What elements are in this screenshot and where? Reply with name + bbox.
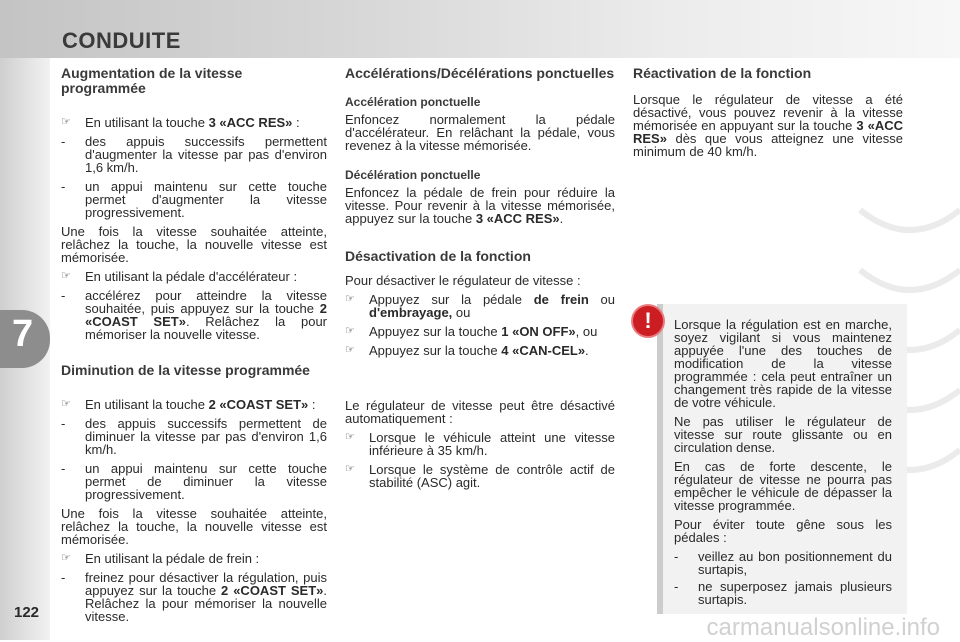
pointing-hand-icon: ☞ [61, 270, 71, 282]
list-item: - ne superposez jamais plusieurs surtapis. [674, 579, 892, 607]
warning-exclamation-icon: ! [633, 306, 663, 336]
paragraph: Pour désactiver le régulateur de vitesse : [345, 273, 581, 288]
paragraph: Enfoncez la pédale de frein pour réduire la vitesse. Pour revenir à la vitesse mémorisée, appuyez sur la touche 3 «ACC RES». [345, 185, 615, 226]
subsection-title: Accélération ponctuelle [345, 95, 481, 109]
pointing-hand-icon: ☞ [345, 344, 355, 356]
pointing-hand-icon: ☞ [61, 552, 71, 564]
paragraph: En cas de forte descente, le régulateur de vitesse ne pourra pas empêcher le véhicule de dépasser la vitesse programmée. [674, 459, 892, 513]
list-item: - des appuis successifs permettent d'augmenter la vitesse par pas d'environ 1,6 km/h. [61, 134, 327, 175]
pointing-hand-icon: ☞ [345, 325, 355, 337]
pointing-hand-icon: ☞ [345, 293, 355, 305]
paragraph: Une fois la vitesse souhaitée atteinte, relâchez la touche, la nouvelle vitesse est mémorisée. [61, 506, 327, 547]
list-item: ☞ En utilisant la pédale de frein : [61, 551, 260, 566]
list-item: - veillez au bon positionnement du surtapis, [674, 549, 892, 577]
column-right [633, 66, 903, 158]
column-middle [345, 66, 615, 489]
column-left [61, 66, 327, 623]
list-item: ☞ Appuyez sur la touche 1 «ON OFF», ou [345, 324, 598, 339]
watermark: carmanualsonline.info [706, 614, 940, 641]
list-item: - un appui maintenu sur cette touche permet de diminuer la vitesse progressivement. [61, 461, 327, 502]
list-item: ☞ Appuyez sur la pédale de frein ou d'embrayage, ou [345, 292, 615, 320]
paragraph: Ne pas utiliser le régulateur de vitesse sur route glissante ou en circulation dense. [674, 414, 892, 455]
paragraph: Le régulateur de vitesse peut être désactivé automatiquement : [345, 398, 615, 426]
section-title-reactivation: Réactivation de la fonction [633, 65, 812, 81]
paragraph: Enfoncez normalement la pédale d'accélérateur. En relâchant la pédale, vous revenez à la vitesse mémorisée. [345, 112, 615, 153]
section-title-augmentation: Augmentation de la vitesse programmée [61, 65, 243, 96]
page-title: CONDUITE [62, 28, 181, 53]
paragraph: Lorsque la régulation est en marche, soyez vigilant si vous maintenez appuyée l'une des touches de modification de la vitesse programmée : cela peut entraîner un changement très rapide de la vitesse de votre véhicule. [674, 317, 892, 410]
list-item: - freinez pour désactiver la régulation, puis appuyez sur la touche 2 «COAST SET». Relâchez la pour mémoriser la nouvelle vitesse. [61, 570, 327, 624]
list-item: - des appuis successifs permettent de diminuer la vitesse par pas d'environ 1,6 km/h. [61, 416, 327, 457]
pointing-hand-icon: ☞ [61, 116, 71, 128]
subsection-title: Décélération ponctuelle [345, 168, 481, 182]
pointing-hand-icon: ☞ [345, 431, 355, 443]
page-number: 122 [14, 604, 40, 621]
list-item: - accélérez pour atteindre la vitesse souhaitée, puis appuyez sur la touche 2 «COAST SET». Relâchez la pour mémoriser la nouvelle vitesse. [61, 288, 328, 342]
paragraph: Une fois la vitesse souhaitée atteinte, relâchez la touche, la nouvelle vitesse est mémorisée. [61, 224, 327, 265]
list-item: ☞ Lorsque le système de contrôle actif de stabilité (ASC) agit. [345, 462, 615, 490]
paragraph: Lorsque le régulateur de vitesse a été désactivé, vous pouvez revenir à la vitesse mémorisée en appuyant sur la touche 3 «ACC RES» dès que vous atteignez une vitesse minimum de 40 km/h. [633, 92, 903, 159]
section-title-diminution: Diminution de la vitesse programmée [61, 362, 310, 378]
list-item: ☞ En utilisant la touche 2 «COAST SET» : [61, 397, 316, 412]
paragraph: Pour éviter toute gêne sous les pédales : [674, 517, 892, 545]
pointing-hand-icon: ☞ [61, 398, 71, 410]
warning-text [674, 318, 892, 610]
section-title-desactivation: Désactivation de la fonction [345, 248, 531, 264]
section-title-accelerations: Accélérations/Décélérations ponctuelles [345, 65, 615, 81]
list-item: ☞ Appuyez sur la touche 4 «CAN-CEL». [345, 343, 589, 358]
list-item: ☞ Lorsque le véhicule atteint une vitesse inférieure à 35 km/h. [345, 430, 615, 458]
list-item: - un appui maintenu sur cette touche permet d'augmenter la vitesse progressivement. [61, 179, 327, 220]
list-item: ☞ En utilisant la pédale d'accélérateur : [61, 269, 298, 284]
list-item: ☞ En utilisant la touche 3 «ACC RES» : [61, 115, 300, 130]
pointing-hand-icon: ☞ [345, 463, 355, 475]
chapter-number: 7 [12, 313, 34, 355]
